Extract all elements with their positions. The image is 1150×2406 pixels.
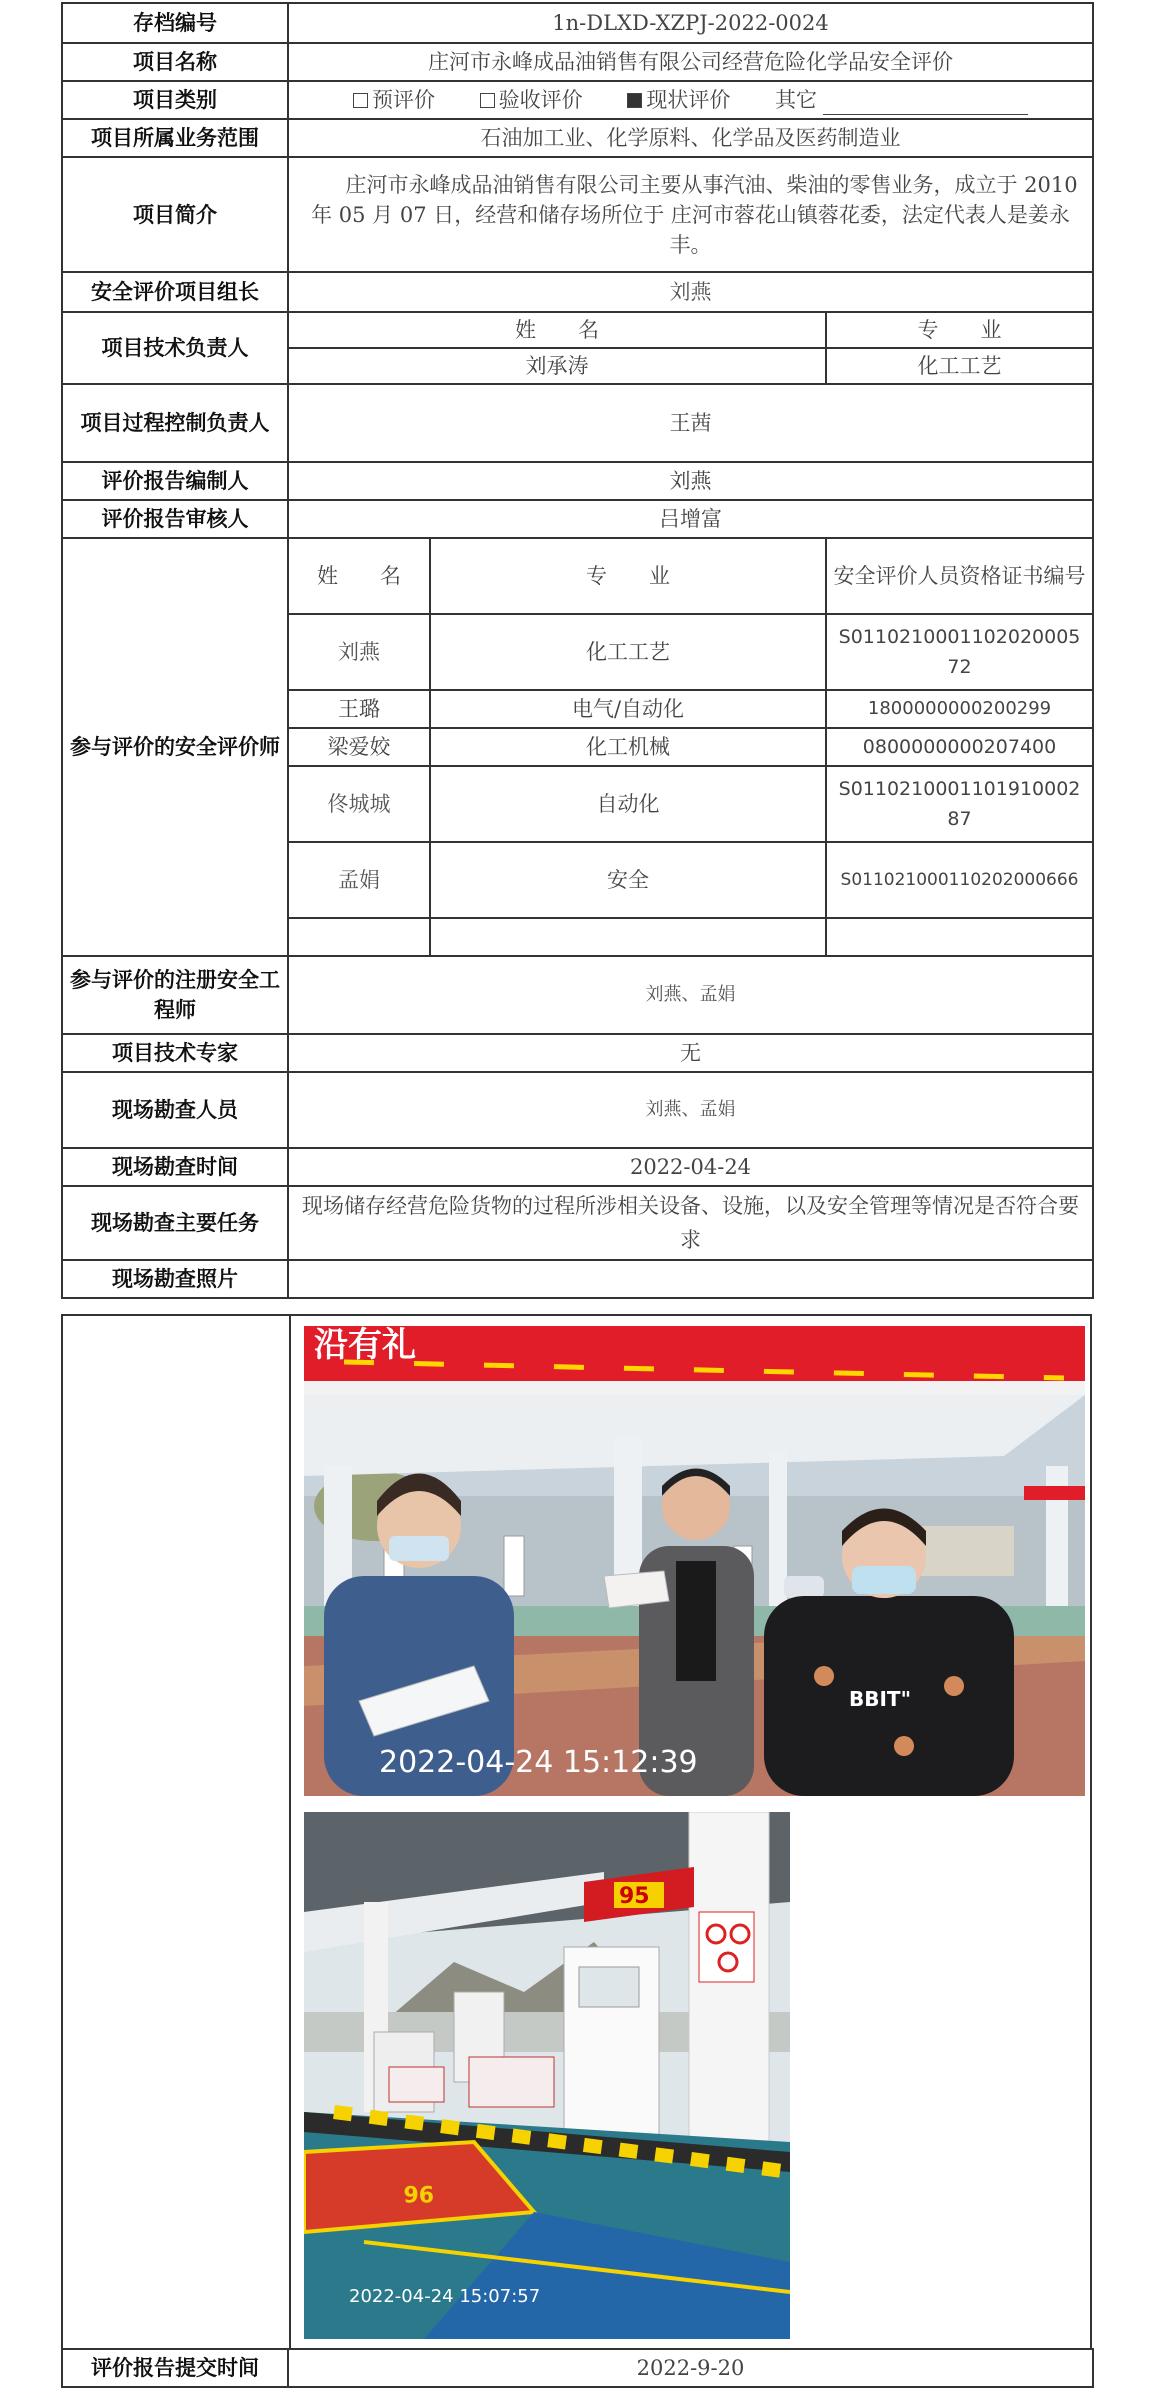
compiler-label: 评价报告编制人 xyxy=(62,462,288,500)
row-site-photos xyxy=(62,1260,1093,1298)
registered-engineers-label: 参与评价的注册安全工程师 xyxy=(62,956,288,1034)
canopy-text: 沿有礼 xyxy=(314,1326,416,1365)
checkbox-icon xyxy=(353,93,368,108)
photo-1-scene xyxy=(304,1326,1085,1796)
intro-text: 庄河市永峰成品油销售有限公司主要从事汽油、柴油的零售业务，成立于 2010 年 05 月 07 日，经营和储存场所位于 庄河市蓉花山镇蓉花委，法定代表人是姜永丰。 xyxy=(288,157,1093,272)
registered-engineers-value: 刘燕、孟娟 xyxy=(288,956,1093,1034)
site-photos-label: 现场勘查照片 xyxy=(62,1260,288,1298)
site-photos-empty xyxy=(288,1260,1093,1298)
lane-marking-text: 96 xyxy=(403,2180,434,2205)
row-site-task xyxy=(62,1186,1093,1260)
row-process-control xyxy=(62,384,1093,462)
pump-sign-text: 95 xyxy=(619,1884,650,1909)
evaluators-header-name: 姓 名 xyxy=(288,538,430,614)
site-staff-label: 现场勘查人员 xyxy=(62,1072,288,1148)
option-pre-evaluation[interactable] xyxy=(353,85,435,115)
site-task-label: 现场勘查主要任务 xyxy=(62,1186,288,1260)
evaluator-cert: S011021000110202000572 xyxy=(826,614,1093,690)
process-control-value: 王茜 xyxy=(288,384,1093,462)
project-type-label: 项目类别 xyxy=(62,81,288,119)
evaluator-major: 化工工艺 xyxy=(430,614,826,690)
evaluator-major: 自动化 xyxy=(430,766,826,842)
photo-2-timestamp: 2022-04-24 15:07:57 xyxy=(349,2286,541,2307)
compiler-value: 刘燕 xyxy=(288,462,1093,500)
other-blank-line xyxy=(823,94,1028,115)
project-type-options xyxy=(288,81,1093,119)
row-tech-lead-header xyxy=(62,312,1093,348)
intro-label: 项目简介 xyxy=(62,157,288,272)
tech-lead-label: 项目技术负责人 xyxy=(62,312,288,384)
archive-value: 1n-DLXD-XZPJ-2022-0024 xyxy=(288,3,1093,43)
submit-row xyxy=(61,2348,1092,2388)
business-scope-value: 石油加工业、化学原料、化学品及医药制造业 xyxy=(288,119,1093,157)
evaluator-major: 电气/自动化 xyxy=(430,690,826,728)
site-task-value: 现场储存经营危险货物的过程所涉相关设备、设施，以及安全管理等情况是否符合要求 xyxy=(288,1186,1093,1260)
option-status-evaluation[interactable] xyxy=(627,85,730,115)
evaluator-major: 安全 xyxy=(430,842,826,918)
row-project-type xyxy=(62,81,1093,119)
business-scope-label: 项目所属业务范围 xyxy=(62,119,288,157)
checked-checkbox-icon xyxy=(627,93,642,108)
info-table xyxy=(61,2,1094,1299)
checkbox-icon xyxy=(480,93,495,108)
row-project-name xyxy=(62,43,1093,81)
evaluator-name: 梁爱姣 xyxy=(288,728,430,766)
row-tech-expert xyxy=(62,1034,1093,1072)
tech-lead-major: 化工工艺 xyxy=(826,348,1093,384)
site-staff-value: 刘燕、孟娟 xyxy=(288,1072,1093,1148)
photo-section xyxy=(61,1314,1092,2348)
photo-divider xyxy=(289,1316,291,2348)
reviewer-label: 评价报告审核人 xyxy=(62,500,288,538)
team-leader-value: 刘燕 xyxy=(288,272,1093,312)
evaluator-name: 孟娟 xyxy=(288,842,430,918)
row-archive xyxy=(62,3,1093,43)
project-name-value: 庄河市永峰成品油销售有限公司经营危险化学品安全评价 xyxy=(288,43,1093,81)
empty-cell xyxy=(430,918,826,956)
row-evaluators-header xyxy=(62,538,1093,614)
photo-2-scene xyxy=(304,1812,790,2339)
option-other xyxy=(775,88,1028,112)
option-label: 验收评价 xyxy=(498,88,583,112)
jacket-text: BBIT" xyxy=(849,1687,911,1711)
row-registered-engineers xyxy=(62,956,1093,1034)
tech-lead-major-header: 专 业 xyxy=(826,312,1093,348)
evaluator-cert: S011021000110191000287 xyxy=(826,766,1093,842)
reviewer-value: 吕增富 xyxy=(288,500,1093,538)
archive-label: 存档编号 xyxy=(62,3,288,43)
other-label: 其它 xyxy=(775,88,818,112)
empty-cell xyxy=(288,918,430,956)
option-label: 现状评价 xyxy=(646,88,731,112)
evaluator-name: 王璐 xyxy=(288,690,430,728)
site-time-label: 现场勘查时间 xyxy=(62,1148,288,1186)
evaluator-major: 化工机械 xyxy=(430,728,826,766)
evaluator-name: 刘燕 xyxy=(288,614,430,690)
row-compiler xyxy=(62,462,1093,500)
submit-value: 2022-9-20 xyxy=(288,2349,1093,2387)
evaluator-name: 佟城城 xyxy=(288,766,430,842)
evaluator-cert: 1800000000200299 xyxy=(826,690,1093,728)
row-site-staff xyxy=(62,1072,1093,1148)
site-photo-2 xyxy=(304,1812,790,2339)
tech-lead-name: 刘承涛 xyxy=(288,348,826,384)
evaluators-header-major: 专 业 xyxy=(430,538,826,614)
photo-1-timestamp: 2022-04-24 15:12:39 xyxy=(379,1745,698,1780)
evaluators-label: 参与评价的安全评价师 xyxy=(62,538,288,956)
site-photo-1 xyxy=(304,1326,1085,1796)
option-acceptance-evaluation[interactable] xyxy=(480,85,583,115)
row-site-time xyxy=(62,1148,1093,1186)
row-reviewer xyxy=(62,500,1093,538)
row-business-scope xyxy=(62,119,1093,157)
submit-table xyxy=(61,2348,1094,2388)
process-control-label: 项目过程控制负责人 xyxy=(62,384,288,462)
evaluators-header-cert: 安全评价人员资格证书编号 xyxy=(826,538,1093,614)
empty-cell xyxy=(826,918,1093,956)
tech-expert-label: 项目技术专家 xyxy=(62,1034,288,1072)
evaluation-form xyxy=(61,2,1092,1299)
site-time-value: 2022-04-24 xyxy=(288,1148,1093,1186)
team-leader-label: 安全评价项目组长 xyxy=(62,272,288,312)
option-label: 预评价 xyxy=(371,88,435,112)
evaluator-cert: 0800000000207400 xyxy=(826,728,1093,766)
tech-lead-name-header: 姓 名 xyxy=(288,312,826,348)
row-team-leader xyxy=(62,272,1093,312)
submit-label: 评价报告提交时间 xyxy=(62,2349,288,2387)
row-intro xyxy=(62,157,1093,272)
project-name-label: 项目名称 xyxy=(62,43,288,81)
tech-expert-value: 无 xyxy=(288,1034,1093,1072)
evaluator-cert: S011021000110202000666 xyxy=(826,842,1093,918)
